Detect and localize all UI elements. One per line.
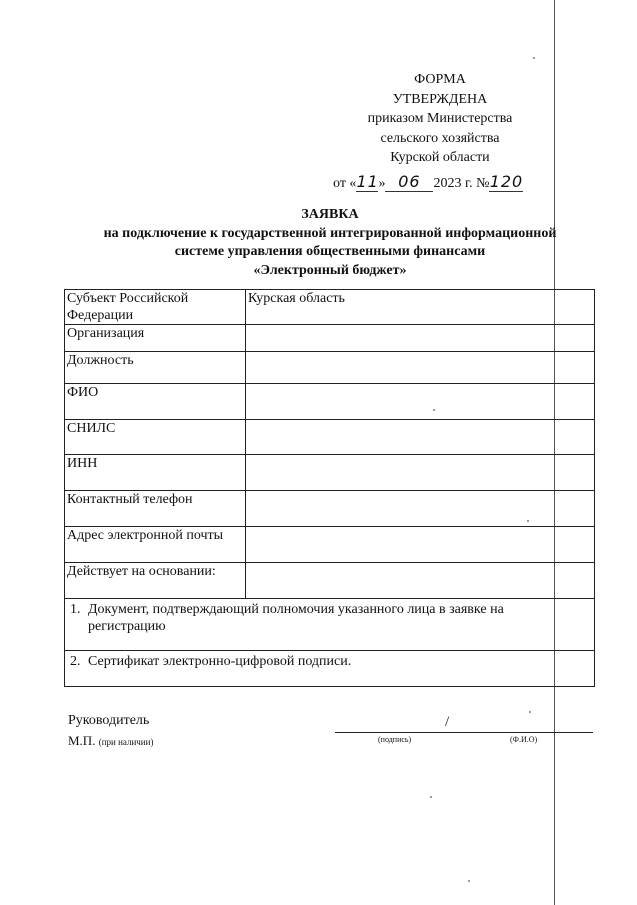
row-label: Субъект Российской Федерации: [65, 290, 246, 325]
scan-speck: [529, 711, 531, 713]
approval-stamp-block: [340, 70, 540, 168]
row-label: СНИЛС: [65, 420, 246, 455]
row-value: [246, 527, 595, 563]
table-row: [65, 352, 595, 384]
approved-label: УТВЕРЖДЕНА: [392, 91, 488, 107]
table-row: [65, 384, 595, 420]
list-item-text: Документ, подтверждающий полномочия указанного лица в заявке на: [88, 602, 504, 617]
form-label: ФОРМА: [414, 72, 466, 87]
date-quote-close: »: [378, 176, 386, 191]
mp-text: М.П.: [68, 733, 96, 748]
row-value: [246, 352, 595, 384]
list-item: [65, 599, 595, 651]
row-label: ФИО: [65, 384, 246, 420]
signature-caption: (подпись): [378, 735, 412, 744]
row-value: [246, 325, 595, 352]
title-line-4: «Электронный бюджет»: [253, 262, 407, 278]
list-item-text: Сертификат электронно-цифровой подписи.: [88, 654, 352, 669]
title-main: ЗАЯВКА: [301, 207, 359, 222]
table-row: [65, 563, 595, 599]
row-label: Должность: [65, 352, 246, 384]
signature-line: [335, 732, 593, 733]
row-value: [246, 384, 595, 420]
handwritten-day: 11: [356, 172, 379, 191]
year-number-label: 2023 г. №: [433, 176, 490, 191]
date-from-label: от «: [333, 176, 357, 191]
table-row: [65, 420, 595, 455]
row-label: Контактный телефон: [65, 491, 246, 527]
list-item-text-continuation: регистрацию: [88, 619, 166, 634]
scan-speck: [533, 57, 535, 59]
table-row: [65, 599, 595, 651]
region-line: Курской области: [390, 150, 490, 165]
row-label: Действует на основании:: [65, 563, 246, 599]
row-label: Организация: [65, 325, 246, 352]
handwritten-order-number: 120: [489, 172, 524, 191]
scan-speck: [468, 880, 470, 882]
scan-speck: [430, 796, 432, 798]
table-row: [65, 455, 595, 491]
head-label: Руководитель: [68, 713, 150, 728]
list-item-number: 1.: [70, 602, 81, 617]
title-line-3: системе управления общественными финансами: [174, 244, 486, 259]
signature-separator: /: [445, 714, 450, 730]
table-row: [65, 290, 595, 325]
name-caption: (Ф.И.О): [510, 735, 538, 744]
table-row: [65, 491, 595, 527]
row-value: [246, 563, 595, 599]
table-row: [65, 527, 595, 563]
list-item: [65, 651, 595, 687]
row-value: [246, 455, 595, 491]
application-table: [64, 289, 595, 687]
table-row: [65, 325, 595, 352]
row-value: Курская область: [246, 290, 595, 325]
row-label: ИНН: [65, 455, 246, 491]
row-label: Адрес электронной почты: [65, 527, 246, 563]
title-line-2: на подключение к государственной интегрированной информационной: [103, 225, 557, 241]
application-title: [60, 206, 600, 280]
mp-note: (при наличии): [98, 737, 154, 747]
agriculture-line: сельского хозяйства: [380, 130, 500, 146]
list-item-number: 2.: [70, 654, 81, 669]
order-date-line: [333, 172, 573, 194]
row-value: [246, 420, 595, 455]
handwritten-month: 06: [385, 172, 433, 192]
order-ministry-line: приказом Министерства: [367, 111, 513, 126]
stamp-place-label: [68, 733, 153, 749]
table-row: [65, 651, 595, 687]
row-value: [246, 491, 595, 527]
